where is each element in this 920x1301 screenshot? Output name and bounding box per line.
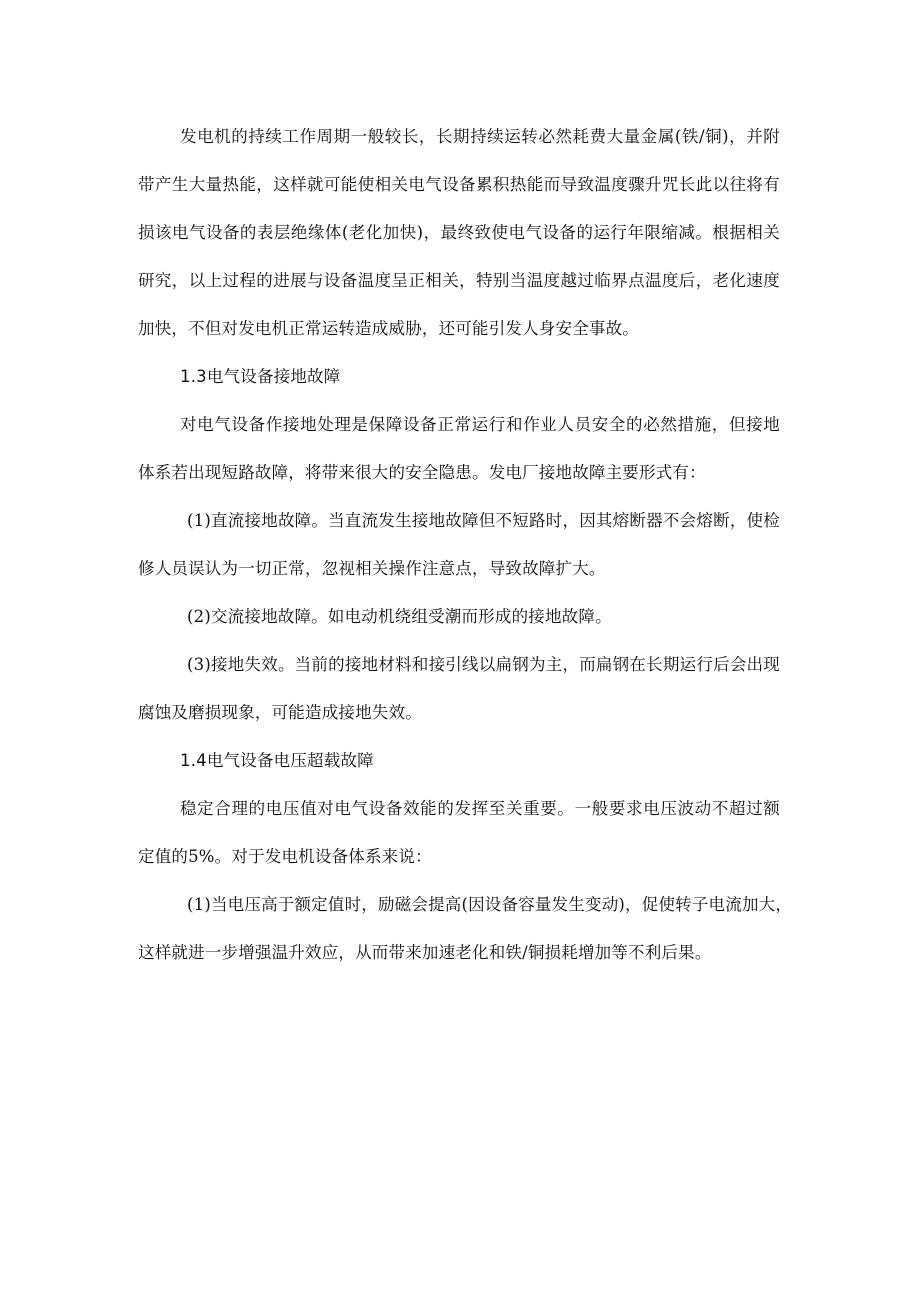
paragraph-line: 稳定合理的电压值对电气设备效能的发挥至关重要。一般要求电压波动不超过额 [180, 799, 780, 818]
paragraph-line: 研究，以上过程的进展与设备温度呈正相关，特别当温度越过临界点温度后，老化速度 [138, 271, 780, 290]
paragraph-line: 对电气设备作接地处理是保障设备正常运行和作业人员安全的必然措施，但接地 [180, 415, 780, 434]
paragraph-line: 损该电气设备的表层绝缘体(老化加快)，最终致使电气设备的运行年限缩减。根据相关 [138, 223, 780, 242]
paragraph-line: 定值的5%。对于发电机设备体系来说： [138, 847, 432, 866]
list-item-line: (2)交流接地故障。如电动机绕组受潮而形成的接地故障。 [187, 607, 612, 626]
paragraph-line: 带产生大量热能，这样就可能使相关电气设备累积热能而导致温度骤升咒长此以往将有 [138, 175, 780, 194]
paragraph-line: 发电机的持续工作周期一般较长，长期持续运转必然耗费大量金属(铁/铜)，并附 [180, 127, 780, 146]
section-heading: 1.3电气设备接地故障 [180, 367, 341, 386]
list-item-line: 腐蚀及磨损现象，可能造成接地失效。 [138, 703, 422, 722]
paragraph-line: 加快，不但对发电机正常运转造成威胁，还可能引发人身安全事故。 [138, 319, 639, 338]
list-item-line: (1)直流接地故障。当直流发生接地故障但不短路时，因其熔断器不会熔断，使检 [187, 511, 780, 530]
list-item-line: 修人员误认为一切正常，忽视相关操作注意点，导致故障扩大。 [138, 559, 606, 578]
paragraph-line: 体系若出现短路故障，将带来很大的安全隐患。发电厂接地故障主要形式有： [138, 463, 706, 482]
list-item-line: 这样就进一步增强温升效应，从而带来加速老化和铁/铜损耗增加等不利后果。 [138, 943, 712, 962]
list-item-line: (1)当电压高于额定值时，励磁会提高(因设备容量发生变动)，促使转子电流加大， [187, 895, 793, 914]
section-heading: 1.4电气设备电压超载故障 [180, 751, 374, 770]
list-item-line: (3)接地失效。当前的接地材料和接引线以扁钢为主，而扁钢在长期运行后会出现 [187, 655, 780, 674]
